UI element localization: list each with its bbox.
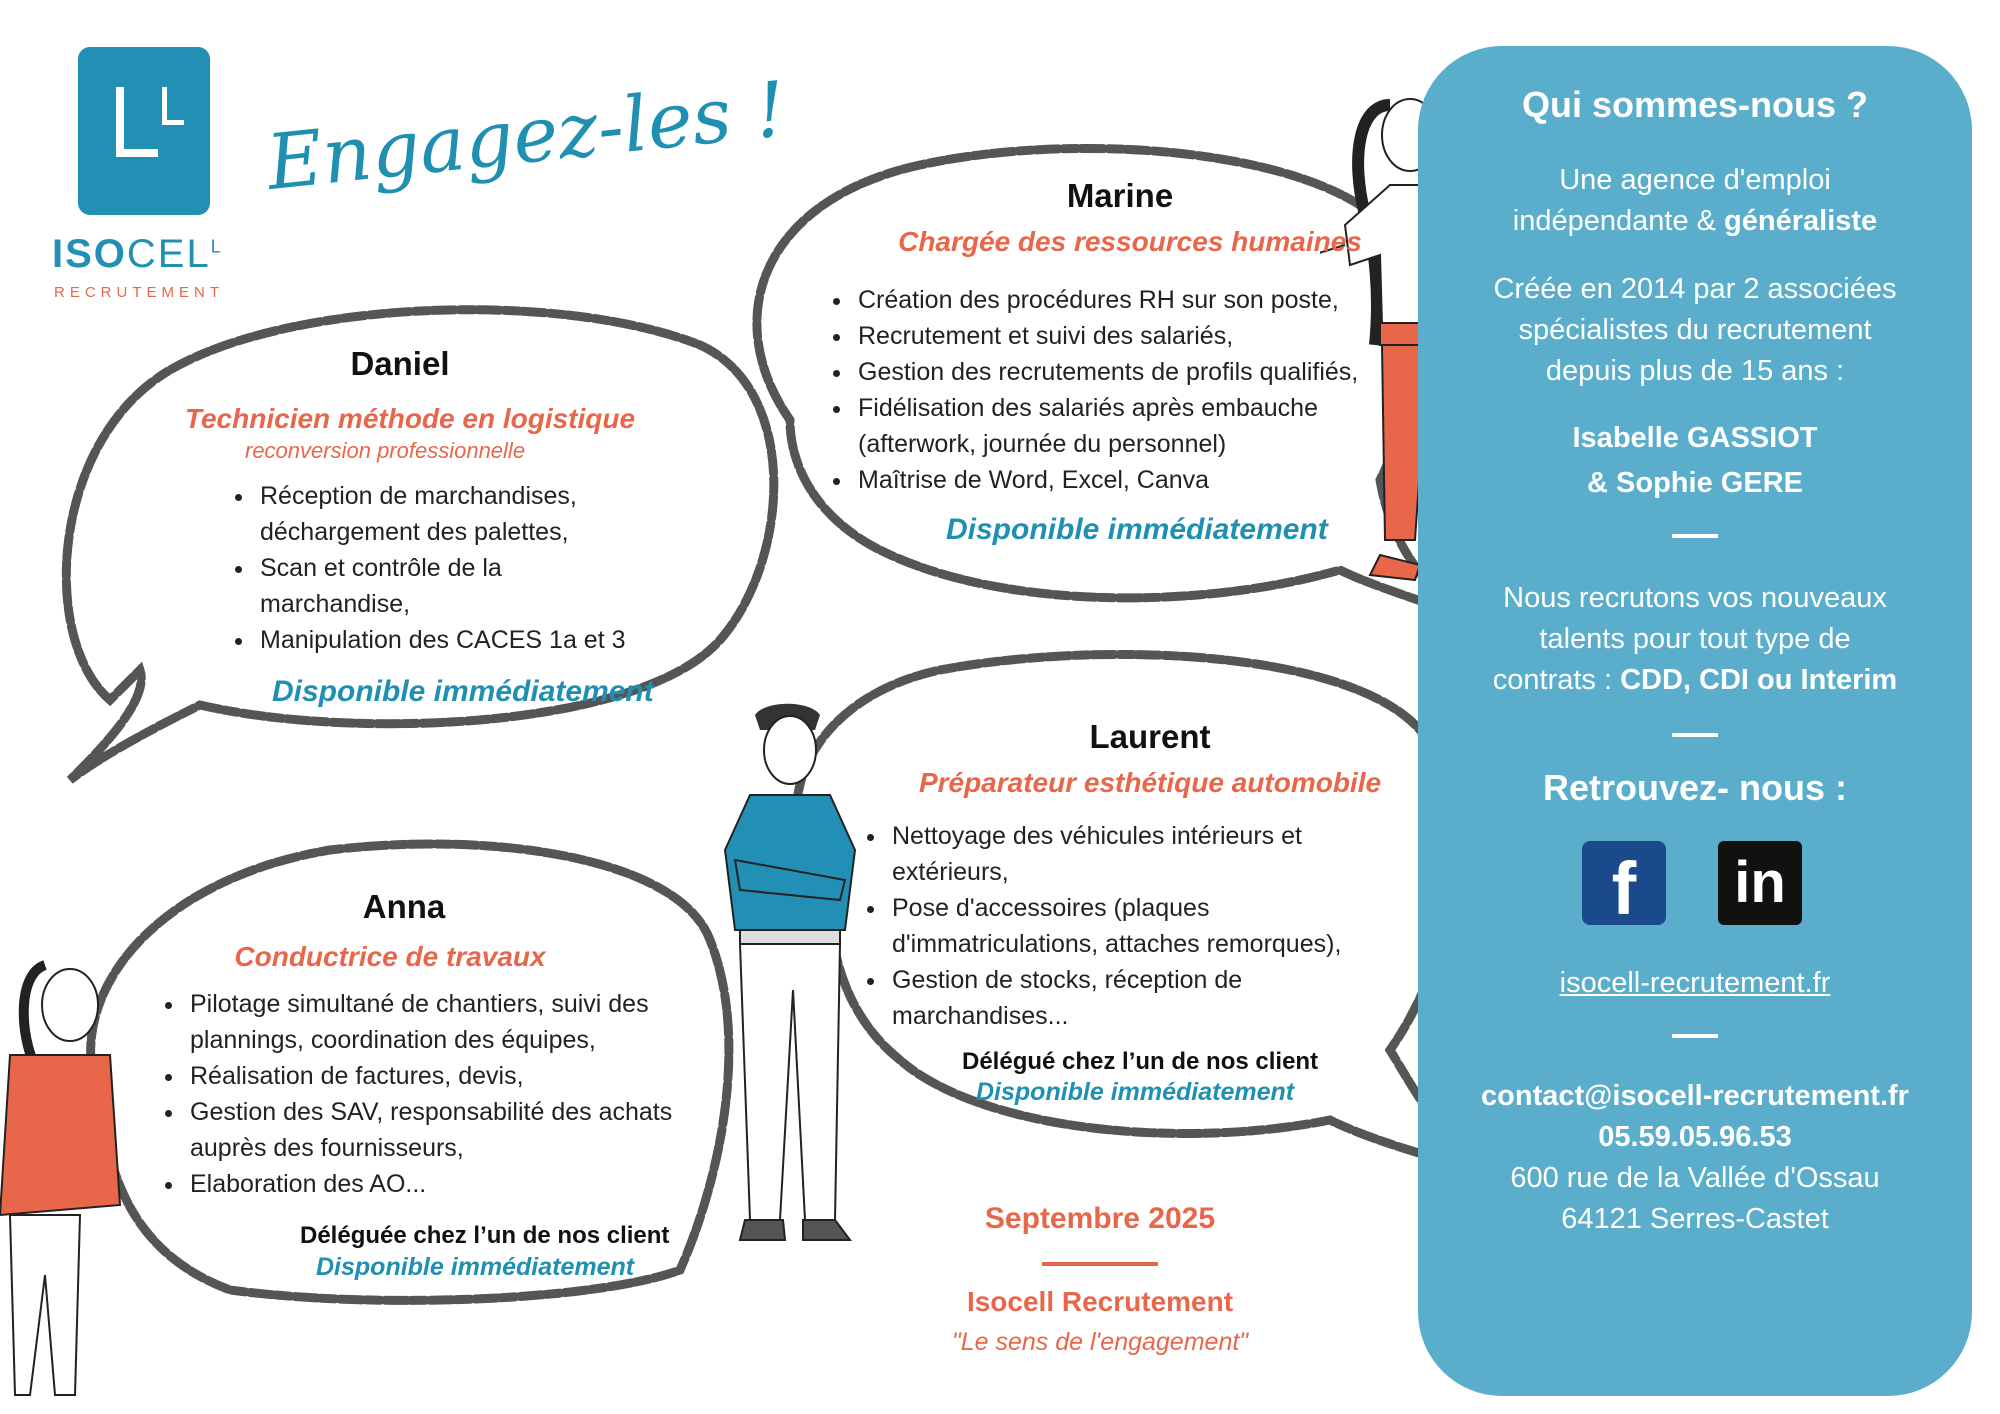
list-item: • Réception de marchandises, déchargement des palettes,	[256, 478, 626, 550]
list-item: • Elaboration des AO...	[186, 1166, 726, 1202]
list-item: • Gestion des recrutements de profils qualifiés,	[854, 354, 1414, 390]
list-item: • Nettoyage des véhicules intérieurs et extérieurs,	[888, 818, 1408, 890]
divider	[1672, 534, 1718, 538]
logo-subtitle: RECRUTEMENT	[54, 284, 224, 301]
candidate-name-marine: Marine	[1066, 177, 1174, 214]
delegation-anna: Déléguée chez l’un de nos client	[300, 1222, 670, 1249]
availability-marine: Disponible immédiatement	[946, 513, 1328, 546]
task-list-marine	[820, 282, 1414, 498]
candidate-role-daniel: Technicien méthode en logistique	[184, 403, 636, 434]
divider	[1042, 1262, 1158, 1266]
candidate-role-sub-daniel: reconversion professionnelle	[245, 438, 526, 463]
date-label: Septembre 2025	[984, 1202, 1216, 1235]
delegation-laurent: Délégué chez l’un de nos client	[962, 1048, 1319, 1075]
candidate-name-laurent: Laurent	[1089, 718, 1211, 755]
intro-line-2: indépendante & généraliste	[1512, 205, 1878, 237]
intro-line-1: Une agence d'emploi	[1559, 164, 1831, 196]
task-list-daniel	[222, 478, 626, 658]
find-us-title: Retrouvez- nous :	[1542, 767, 1847, 808]
list-item: • Pilotage simultané de chantiers, suivi des plannings, coordination des équipes,	[186, 986, 726, 1058]
recruit-line-3: contrats : CDD, CDI ou Interim	[1492, 664, 1898, 696]
recruit-line-1: Nous recrutons vos nouveaux	[1503, 582, 1887, 614]
candidate-role-marine: Chargée des ressources humaines	[898, 226, 1362, 257]
list-item: • Manipulation des CACES 1a et 3	[256, 622, 626, 658]
tagline: "Le sens de l'engagement"	[951, 1328, 1249, 1356]
divider	[1672, 733, 1718, 737]
list-item: • Fidélisation des salariés après embauche (afterwork, journée du personnel)	[854, 390, 1414, 462]
list-item: • Maîtrise de Word, Excel, Canva	[854, 462, 1414, 498]
facebook-icon[interactable]: f	[1582, 841, 1666, 925]
panel-title: Qui sommes-nous ?	[1521, 84, 1869, 125]
list-item: • Gestion de stocks, réception de marchandises...	[888, 962, 1408, 1034]
availability-laurent: Disponible immédiatement	[976, 1078, 1295, 1106]
founder-2: & Sophie GERE	[1587, 467, 1803, 499]
phone-number: 05.59.05.96.53	[1598, 1121, 1792, 1153]
list-item: • Réalisation de factures, devis,	[186, 1058, 726, 1094]
candidate-name-anna: Anna	[362, 888, 446, 925]
list-item: • Gestion des SAV, responsabilité des achats auprès des fournisseurs,	[186, 1094, 726, 1166]
linkedin-icon[interactable]: in	[1718, 841, 1802, 925]
list-item: • Scan et contrôle de la marchandise,	[256, 550, 626, 622]
woman-illustration-anna	[0, 955, 130, 1410]
task-list-laurent	[854, 818, 1408, 1034]
availability-anna: Disponible immédiatement	[316, 1253, 635, 1281]
list-item: • Création des procédures RH sur son poste,	[854, 282, 1414, 318]
availability-daniel: Disponible immédiatement	[272, 675, 654, 708]
headline: Engagez-les !	[262, 64, 790, 207]
list-item: • Recrutement et suivi des salariés,	[854, 318, 1414, 354]
man-illustration-laurent	[715, 700, 865, 1270]
candidate-name-daniel: Daniel	[350, 345, 450, 382]
company-name: Isocell Recrutement	[966, 1286, 1234, 1317]
recruit-line-2: talents pour tout type de	[1539, 623, 1851, 655]
address-line-1: 600 rue de la Vallée d'Ossau	[1510, 1162, 1880, 1194]
created-line-2: spécialistes du recrutement	[1518, 314, 1872, 346]
candidate-role-anna: Conductrice de travaux	[234, 941, 546, 972]
email-link[interactable]: contact@isocell-recrutement.fr	[1481, 1080, 1909, 1112]
founder-1: Isabelle GASSIOT	[1572, 422, 1818, 454]
candidate-role-laurent: Préparateur esthétique automobile	[918, 767, 1382, 798]
list-item: • Pose d'accessoires (plaques d'immatriculations, attaches remorques),	[888, 890, 1408, 962]
website-link[interactable]: isocell-recrutement.fr	[1559, 967, 1831, 999]
created-line-3: depuis plus de 15 ans :	[1545, 355, 1845, 387]
created-line-1: Créée en 2014 par 2 associées	[1493, 273, 1897, 305]
logo-wordmark: $ISOCEL^L$	[52, 232, 223, 276]
divider	[1672, 1034, 1718, 1038]
address-line-2: 64121 Serres-Castet	[1561, 1203, 1829, 1235]
about-panel	[1418, 46, 1972, 1396]
task-list-anna	[152, 986, 726, 1202]
social-icons	[1418, 841, 1972, 930]
